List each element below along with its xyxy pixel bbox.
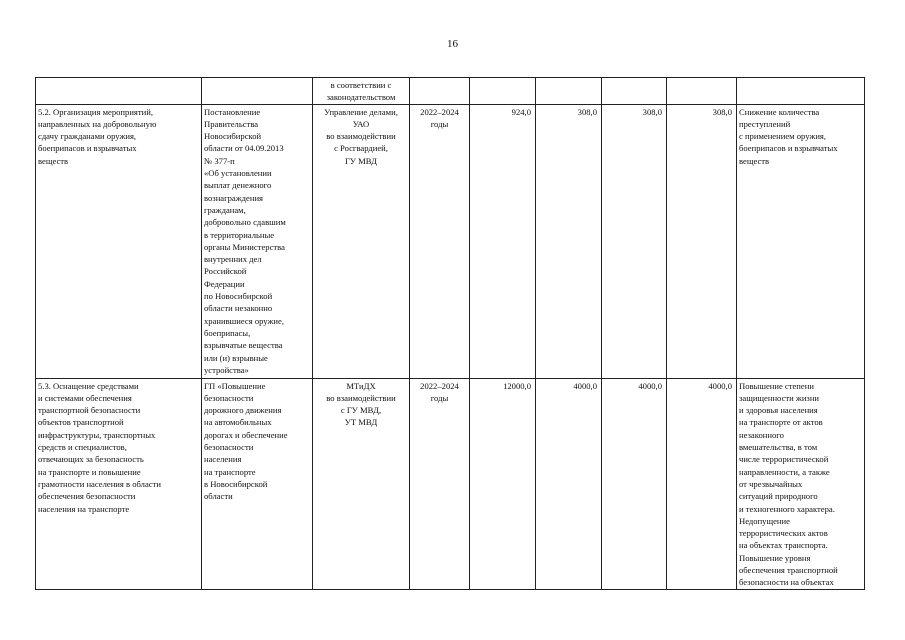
table-cell-result: Повышение степени защищенности жизни и здоровья населения на транспорте от актов незаконного вмешательства, в том числе террористической направленности, а также от чрезвычайных ситуаций природного и техногенного характера. Недопущение террористических актов на объектах транспорта. Повышение уровня обеспечения транспортной безопасности на объектах xyxy=(737,378,865,589)
table-cell-year2 xyxy=(602,78,667,105)
table-cell-total: 924,0 xyxy=(470,104,536,378)
table-cell-year3: 4000,0 xyxy=(667,378,737,589)
table-cell-executor: Управление делами, УАО во взаимодействии с Росгвардией, ГУ МВД xyxy=(313,104,410,378)
table-cell-basis: Постановление Правительства Новосибирской области от 04.09.2013 № 377-п «Об установлении выплат денежного вознаграждения гражданам, добровольно сдавшим в территориальные органы Министерства внутренних дел Российской Федерации по Новосибирской области незаконно хранившиеся оружие, боеприпасы, взрывчатые вещества или (и) взрывные устройства» xyxy=(202,104,313,378)
table-cell-basis: ГП «Повышение безопасности дорожного движения на автомобильных дорогах и обеспечение безопасности населения на транспорте в Новосибирской области xyxy=(202,378,313,589)
table-cell-result: Снижение количества преступлений с применением оружия, боеприпасов и взрывчатых веществ xyxy=(737,104,865,378)
table-cell-activity xyxy=(36,78,202,105)
page-number: 16 xyxy=(447,38,458,50)
table-cell-period xyxy=(410,78,470,105)
table-row xyxy=(36,378,865,589)
table-cell-year1: 308,0 xyxy=(536,104,602,378)
table-row xyxy=(36,78,865,105)
table-cell-executor: МТиДХ во взаимодействии с ГУ МВД, УТ МВД xyxy=(313,378,410,589)
table-row xyxy=(36,104,865,378)
table-cell-activity: 5.2. Организация мероприятий, направленных на добровольную сдачу гражданами оружия, боеприпасов и взрывчатых веществ xyxy=(36,104,202,378)
table-cell-period: 2022–2024 годы xyxy=(410,104,470,378)
table-cell-activity: 5.3. Оснащение средствами и системами обеспечения транспортной безопасности объектов транспортной инфраструктуры, транспортных средств и специалистов, отвечающих за безопасность на транспорте и повышение грамотности населения в области обеспечения безопасности населения на транспорте xyxy=(36,378,202,589)
table-cell-year1: 4000,0 xyxy=(536,378,602,589)
table-cell-period: 2022–2024 годы xyxy=(410,378,470,589)
table-cell-year2: 308,0 xyxy=(602,104,667,378)
table-cell-total: 12000,0 xyxy=(470,378,536,589)
table-cell-result xyxy=(737,78,865,105)
table-cell-year1 xyxy=(536,78,602,105)
measures-table xyxy=(35,77,865,590)
table-cell-executor: в соответствии с законодательством xyxy=(313,78,410,105)
table-cell-basis xyxy=(202,78,313,105)
table-cell-year2: 4000,0 xyxy=(602,378,667,589)
table-cell-year3: 308,0 xyxy=(667,104,737,378)
table-cell-total xyxy=(470,78,536,105)
table-cell-year3 xyxy=(667,78,737,105)
